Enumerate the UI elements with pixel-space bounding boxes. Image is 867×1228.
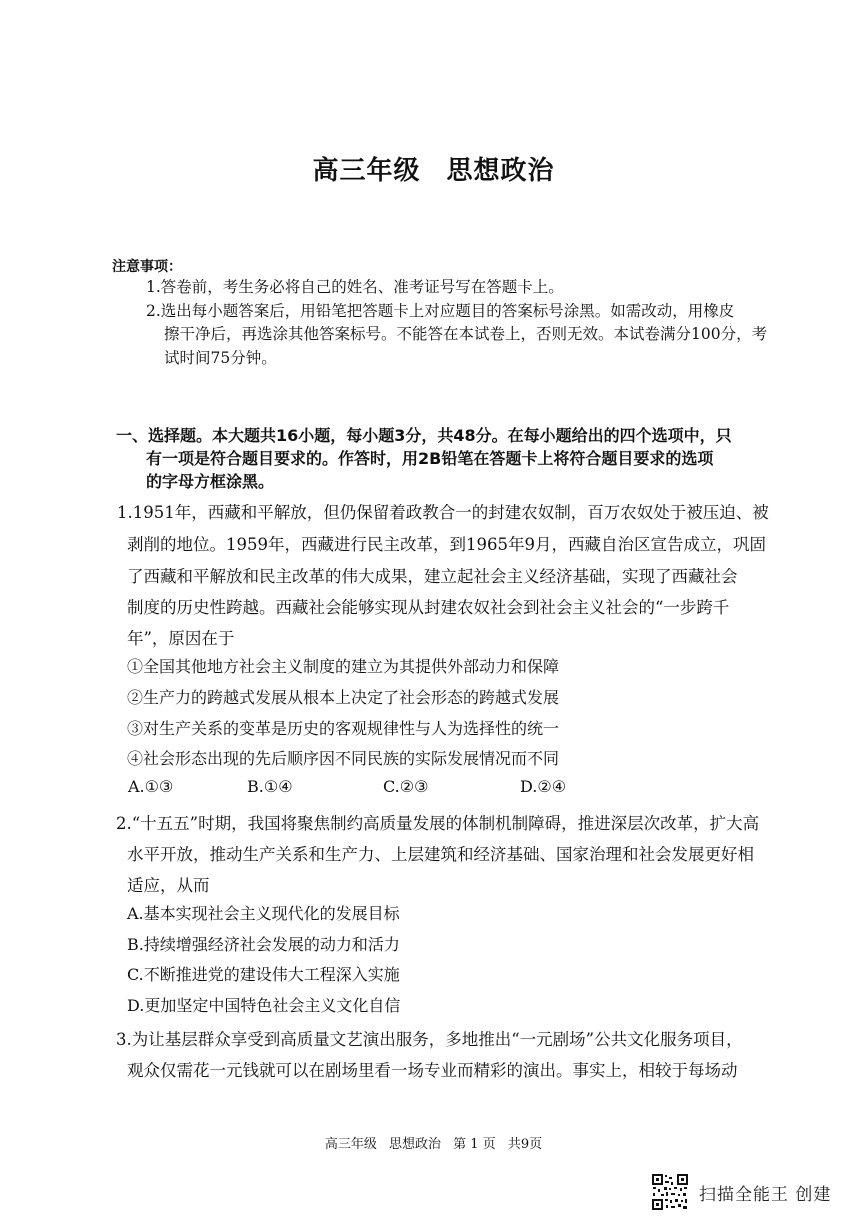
q2-stem-line: 2.“十五五”时期，我国将聚焦制约高质量发展的体制机制障碍，推进深层次改革，扩大高 bbox=[116, 814, 760, 833]
scanner-watermark bbox=[651, 1173, 831, 1211]
notice-line: 1.答卷前，考生务必将自己的姓名、准考证号写在答题卡上。 bbox=[146, 278, 564, 296]
q2-stem-line: 水平开放，推动生产关系和生产力、上层建筑和经济基础、国家治理和社会发展更好相 bbox=[127, 845, 754, 864]
q2-option-a: A.基本实现社会主义现代化的发展目标 bbox=[127, 904, 400, 923]
notice-line: 2.选出每小题答案后，用铅笔把答题卡上对应题目的答案标号涂黑。如需改动，用橡皮 bbox=[146, 302, 735, 320]
section-heading-line: 的字母方框涂黑。 bbox=[146, 472, 275, 491]
section-heading: 一、选择题。本大题共16小题，每小题3分，共48分。在每小题给出的四个选项中，只 bbox=[116, 426, 732, 445]
q3-stem-line: 3.为让基层群众享受到高质量文艺演出服务，多地推出“一元剧场”公共文化服务项目， bbox=[116, 1030, 743, 1049]
q1-statement: ④社会形态出现的先后顺序因不同民族的实际发展情况而不同 bbox=[127, 749, 560, 768]
q1-option-d: D.②④ bbox=[520, 777, 567, 796]
q1-option-c: C.②③ bbox=[383, 777, 429, 796]
q1-statement: ①全国其他地方社会主义制度的建立为其提供外部动力和保障 bbox=[127, 657, 560, 676]
q2-option-d: D.更加坚定中国特色社会主义文化自信 bbox=[127, 996, 401, 1015]
footer-subject: 思想政治 bbox=[389, 1137, 442, 1152]
q2-stem-line: 适应，从而 bbox=[127, 876, 210, 895]
q1-stem-line: 剥削的地位。1959年，西藏进行民主改革，到1965年9月，西藏自治区宣告成立，巩固 bbox=[127, 535, 766, 554]
notice-line: 试时间75分钟。 bbox=[164, 349, 277, 367]
page-title bbox=[0, 150, 867, 187]
qr-code-icon bbox=[651, 1173, 689, 1211]
title-subject: 思想政治 bbox=[446, 156, 555, 186]
title-grade: 高三年级 bbox=[312, 156, 421, 186]
q1-stem-line: 了西藏和平解放和民主改革的伟大成果，建立起社会主义经济基础，实现了西藏社会 bbox=[127, 567, 738, 586]
q2-option-c: C.不断推进党的建设伟大工程深入实施 bbox=[127, 965, 400, 984]
section-heading-line: 有一项是符合题目要求的。作答时，用2B铅笔在答题卡上将符合题目要求的选项 bbox=[146, 449, 714, 468]
notice-line: 擦干净后，再选涂其他答案标号。不能答在本试卷上，否则无效。本试卷满分100分，考 bbox=[164, 325, 768, 343]
q1-stem-line: 年”，原因在于 bbox=[127, 629, 235, 648]
q1-stem-line: 1.1951年，西藏和平解放，但仍保留着政教合一的封建农奴制，百万农奴处于被压迫、被 bbox=[117, 503, 769, 522]
q2-option-b: B.持续增强经济社会发展的动力和活力 bbox=[127, 935, 400, 954]
q1-statement: ②生产力的跨越式发展从根本上决定了社会形态的跨越式发展 bbox=[127, 688, 560, 707]
notice-heading: 注意事项： bbox=[112, 259, 182, 275]
footer-page: 第 1 页 bbox=[453, 1137, 496, 1152]
footer-grade: 高三年级 bbox=[324, 1137, 377, 1152]
q1-statement: ③对生产关系的变革是历史的客观规律性与人为选择性的统一 bbox=[127, 719, 560, 738]
q1-option-b: B.①④ bbox=[247, 777, 293, 796]
page-footer bbox=[0, 1133, 867, 1152]
q1-option-a: A.①③ bbox=[128, 777, 174, 796]
footer-total: 共9页 bbox=[507, 1137, 543, 1152]
q1-stem-line: 制度的历史性跨越。西藏社会能够实现从封建农奴社会到社会主义社会的“一步跨千 bbox=[127, 598, 730, 617]
q3-stem-line: 观众仅需花一元钱就可以在剧场里看一场专业而精彩的演出。事实上，相较于每场动 bbox=[127, 1061, 738, 1080]
scanner-label: 扫描全能王 创建 bbox=[699, 1184, 832, 1205]
